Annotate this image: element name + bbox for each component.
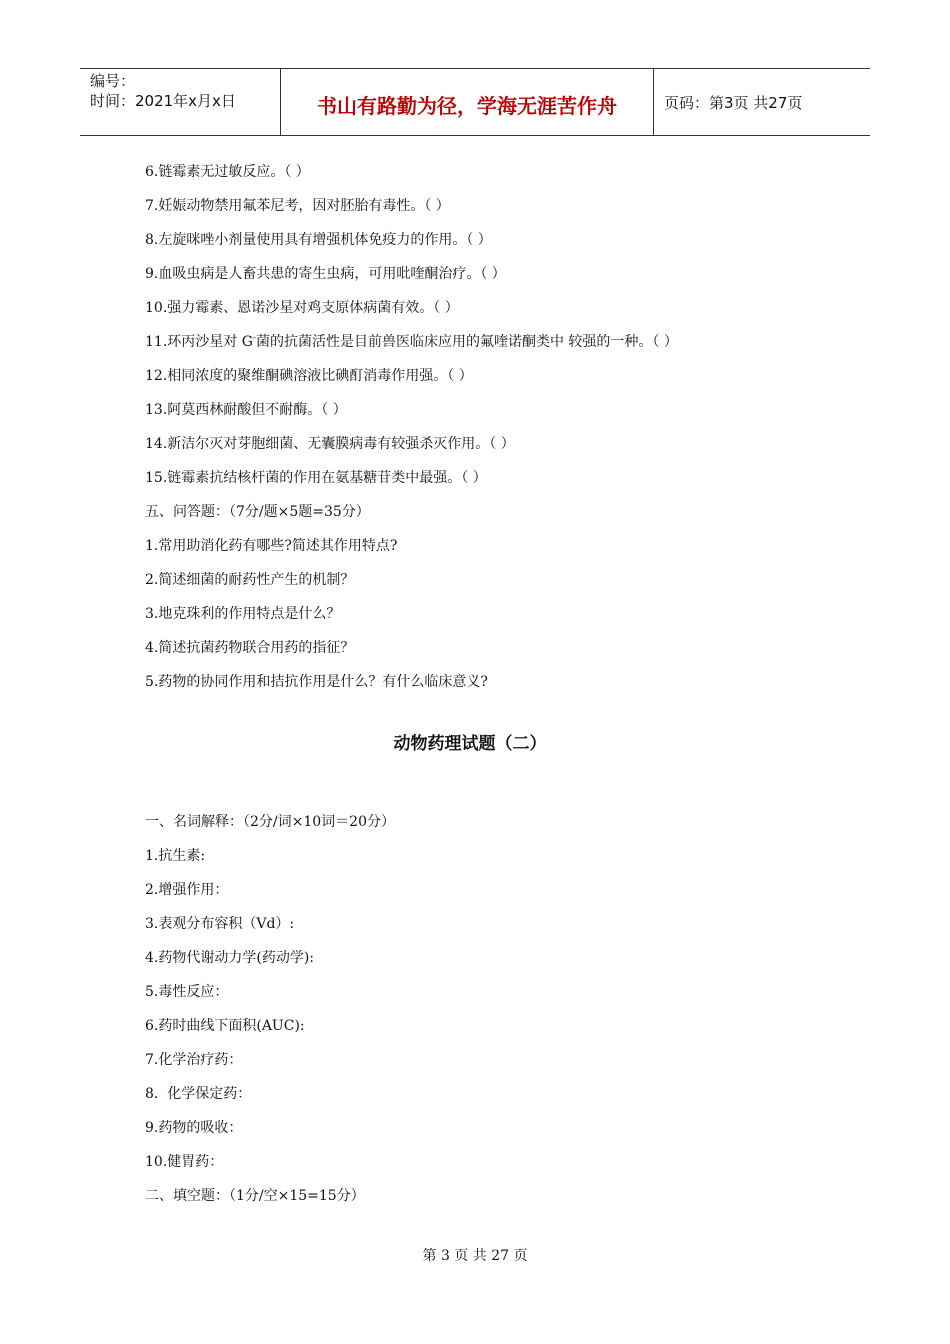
- question-line: 2.简述细菌的耐药性产生的机制？: [145, 572, 355, 588]
- document-body: [145, 160, 845, 1218]
- section-heading: 二、填空题：（1分/空×15=15分）: [145, 1188, 365, 1204]
- question-line: 12.相同浓度的聚维酮碘溶液比碘酊消毒作用强。（ ）: [145, 368, 473, 384]
- question-line: 7.妊娠动物禁用氟苯尼考，因对胚胎有毒性。（ ）: [145, 198, 450, 214]
- question-line: 14.新洁尔灭对芽胞细菌、无囊膜病毒有较强杀灭作用。（ ）: [145, 436, 515, 452]
- header-page-code: 页码：第3页 共27页: [664, 93, 803, 112]
- term-line: 4.药物代谢动力学(药动学):: [145, 950, 314, 966]
- question-line: 10.强力霉素、恩诺沙星对鸡支原体病菌有效。（ ）: [145, 300, 459, 316]
- question-line: 9.血吸虫病是人畜共患的寄生虫病，可用吡喹酮治疗。（ ）: [145, 266, 506, 282]
- question-line: 8.左旋咪唑小剂量使用具有增强机体免疫力的作用。（ ）: [145, 232, 492, 248]
- exam-title: 动物药理试题（二）: [393, 734, 547, 754]
- term-line: 2.增强作用：: [145, 882, 229, 898]
- term-line: 6.药时曲线下面积(AUC):: [145, 1018, 305, 1034]
- document-date: 时间：2021年x月x日: [90, 92, 236, 110]
- term-line: 1.抗生素:: [145, 848, 206, 864]
- document-number-label: 编号：: [90, 72, 136, 90]
- page-footer: 第 3 页 共 27 页: [422, 1248, 528, 1264]
- question-text: 菌的抗菌活性是目前兽医临床应用的氟喹诺酮类中 较强的一种。（ ）: [255, 334, 678, 350]
- page-header: [80, 68, 870, 136]
- term-line: 8. 化学保定药：: [145, 1086, 252, 1102]
- question-line: 5.药物的协同作用和拮抗作用是什么？有什么临床意义?: [145, 674, 488, 690]
- header-motto: 书山有路勤为径，学海无涯苦作舟: [281, 69, 654, 135]
- question-text: 11.环丙沙星对 G: [145, 334, 253, 350]
- term-line: 10.健胃药：: [145, 1154, 224, 1170]
- term-line: 9.药物的吸收：: [145, 1120, 243, 1136]
- section-heading: 五、问答题：（7分/题×5题=35分）: [145, 504, 370, 520]
- question-line: [145, 330, 845, 364]
- section-heading: 一、名词解释：（2分/词×10词＝20分）: [145, 814, 395, 830]
- gram-negative-superscript: -: [252, 333, 256, 344]
- question-line: 4.简述抗菌药物联合用药的指征？: [145, 640, 355, 656]
- question-line: 1.常用助消化药有哪些?简述其作用特点?: [145, 538, 398, 554]
- question-line: 13.阿莫西林耐酸但不耐酶。（ ）: [145, 402, 347, 418]
- term-line: 3.表观分布容积（Vd）:: [145, 916, 295, 932]
- term-line: 5.毒性反应：: [145, 984, 229, 1000]
- term-line: 7.化学治疗药：: [145, 1052, 243, 1068]
- header-meta: [80, 69, 281, 135]
- question-line: 3.地克珠利的作用特点是什么？: [145, 606, 341, 622]
- question-line: 15.链霉素抗结核杆菌的作用在氨基糖苷类中最强。（ ）: [145, 470, 487, 486]
- question-line: 6.链霉素无过敏反应。（ ）: [145, 164, 310, 180]
